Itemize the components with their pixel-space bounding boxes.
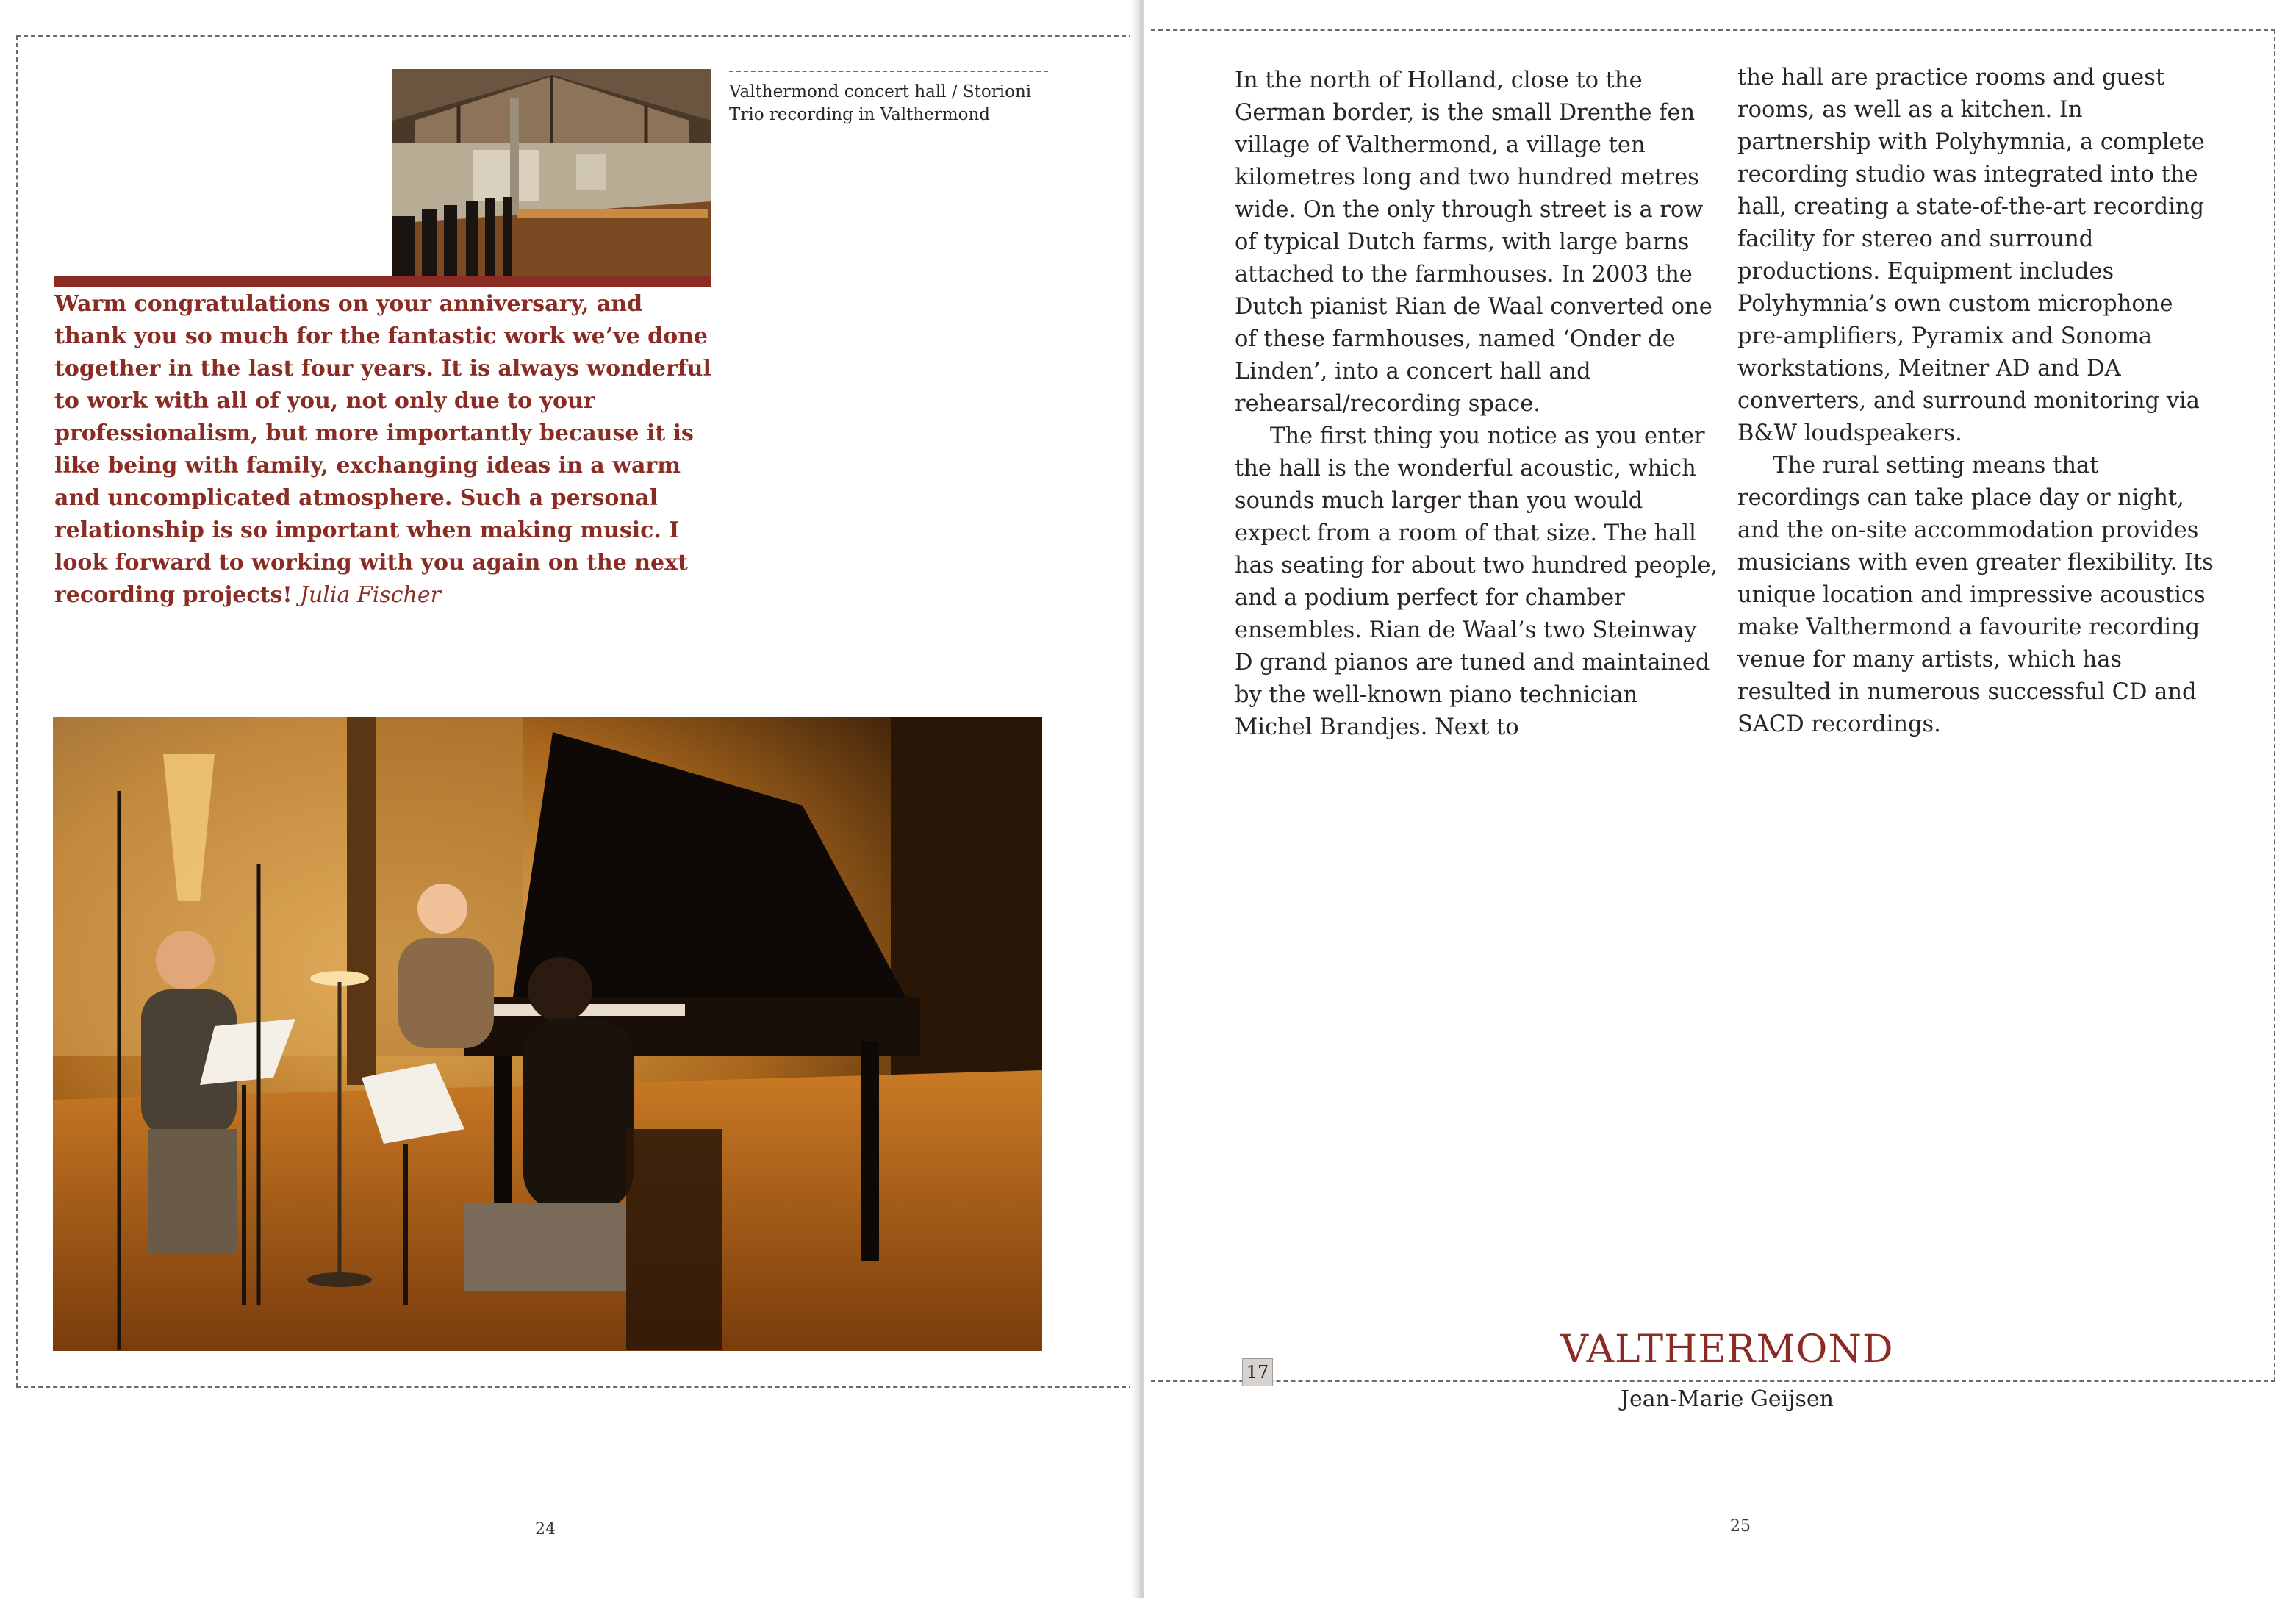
paragraph: In the north of Holland, close to the German border, is the small Drenthe fen village of Valthermond, a village ten kilometres long and two hundred metres wide. On the only through street is a row of typical Dutch farms, with large barns attached to the farmhouses. In 2003 the Dutch pianist Rian de Waal converted one of these farmhouses, named ‘Onder de Linden’, into a concert hall and rehearsal/recording space. [1235, 68, 1712, 417]
article-title: VALTHERMOND [1560, 1328, 1894, 1372]
page-number-left: 24 [535, 1520, 556, 1538]
article-byline: Jean-Marie Geijsen [1620, 1386, 1834, 1412]
article-column-1 [1235, 65, 1720, 744]
paragraph: The first thing you notice as you enter the hall is the wonderful acoustic, which sounds much larger than you would expect from a room of that size. The hall has seating for about two hundred people, and a podium perfect for chamber ensembles. Rian de Waal’s two Steinway D grand pianos are tuned and maintained by the well-known piano technician Michel Brandjes. Next to [1235, 423, 1718, 740]
issue-marker: 17 [1242, 1358, 1273, 1386]
right-page [1144, 0, 2296, 1598]
trio-recording-image [53, 717, 1042, 1351]
quote-text: Warm congratulations on your anniversary, and thank you so much for the fantastic work we’ve done together in the last four years. It is always wonderful to work with all of you, not only due to your professionalism, but more importantly because it is like being with family, exchanging ideas in a warm and uncomplicated atmosphere. Such a personal relationship is so important when making music. I look forward to working with you again on the next recording projects! [54, 291, 711, 608]
pull-quote [54, 288, 716, 612]
accent-bar [54, 276, 711, 287]
article-column-2 [1737, 62, 2223, 741]
caption-divider [729, 71, 1048, 72]
concert-hall-photo [392, 69, 711, 279]
paragraph: The rural setting means that recordings can take place day or night, and the on-site accommodation provides musicians with even greater flexibility. Its unique location and impressive acoustics make Valthermond a favourite recording venue for many artists, which has resulted in numerous successful CD and SACD recordings. [1737, 453, 2214, 737]
paragraph: the hall are practice rooms and guest rooms, as well as a kitchen. In partnership with Polyhymnia, a complete recording studio was integrated into the hall, creating a state-of-the-art recording facility for stereo and surround productions. Equipment includes Polyhymnia’s own custom microphone pre-amplifiers, Pyramix and Sonoma workstations, Meitner AD and DA converters, and surround monitoring via B&W loudspeakers. [1737, 65, 2205, 446]
concert-hall-image [392, 69, 711, 279]
page-number-right: 25 [1730, 1517, 1751, 1536]
trio-recording-photo [53, 717, 1042, 1351]
quote-author: Julia Fischer [299, 582, 441, 608]
left-page [0, 0, 1139, 1598]
photo-caption: Valthermond concert hall / Storioni Trio recording in Valthermond [729, 82, 1032, 124]
